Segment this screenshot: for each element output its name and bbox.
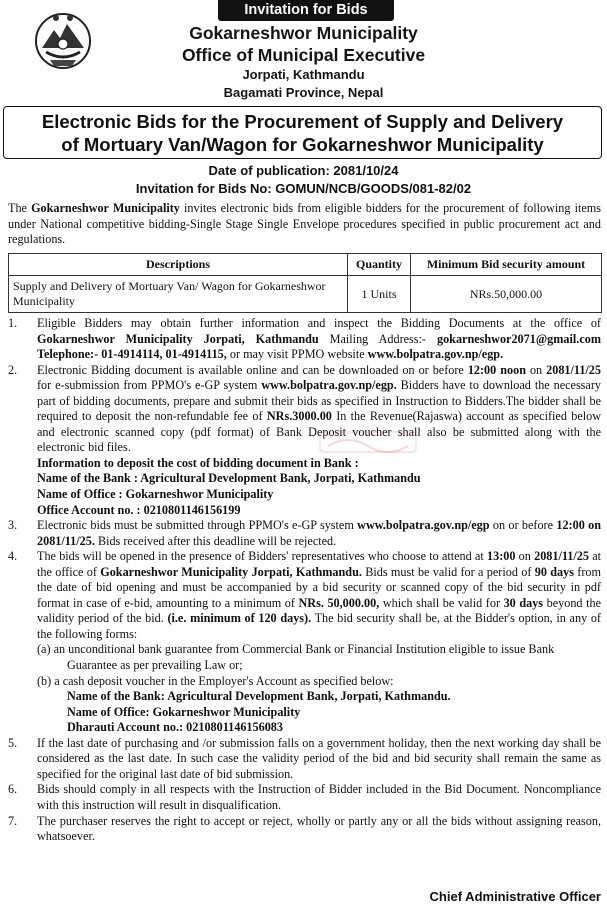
bid-items-table [8, 253, 602, 313]
bid-number: Invitation for Bids No: GOMUN/NCB/GOODS/081-82/02 [135, 181, 472, 196]
item-text: on [515, 549, 535, 564]
egp-website-link: www.bolpatra.gov.np/egp [357, 518, 490, 533]
item-text: or may visit PPMO website [226, 347, 368, 362]
item-text: on [525, 362, 547, 377]
list-item [0, 316, 607, 363]
col-descriptions: Descriptions [9, 254, 348, 276]
item-text: Electronic Bidding document is available online and can be downloaded on or before [37, 362, 468, 377]
item-text: on or before [489, 518, 557, 533]
item-text: The bids will be opened in the presence of Bidders' representatives who choose to attend at [37, 549, 487, 564]
cell-bid-security: NRs.50,000.00 [411, 276, 602, 313]
notice-header [0, 0, 607, 105]
org-name: Gokarneshwor Municipality [189, 23, 418, 43]
option-a-text-2: Guarantee as per prevailing Law or; [67, 658, 243, 673]
item-text: Bids should comply in all respects with the Instruction of Bidder included in the Bid Document. Noncompliance with this instruction will result in disqualification. [37, 782, 601, 812]
security-account-number: Dharauti Account no.: 0210801146156083 [67, 720, 283, 735]
invitation-tag: Invitation for Bids [218, 0, 394, 21]
item-text: which shall be valid for [379, 595, 504, 610]
intro-text: The [8, 201, 32, 215]
item-text: The purchaser reserves the right to accept or reject, wholly or partly any or all the bids without assigning reason, whatsoever. [37, 813, 601, 844]
bid-security-amount: NRs. 50,000.00, [298, 595, 380, 610]
list-item [0, 814, 607, 845]
opening-venue: Gokarneshwor Municipality Jorpati, Kathmandu. [100, 564, 362, 579]
security-office-name: Name of Office: Gokarneshwor Municipality [67, 704, 301, 719]
deadline-date: 2081/11/25 [546, 362, 601, 377]
intro-paragraph [8, 201, 601, 248]
item-number: 4. [8, 549, 18, 564]
option-a [37, 642, 601, 673]
item-text: Bids received after this deadline will be rejected. [94, 533, 337, 548]
ppmo-website-link: www.bolpatra.gov.np/egp. [367, 347, 504, 362]
item-text: The bid security shall be, at the Bidder's option, in any of the following forms: [37, 611, 601, 641]
item-number: 2. [8, 362, 18, 377]
office-province: Bagamati Province, Nepal [223, 85, 384, 100]
opening-date: 2081/11/25 [534, 549, 589, 564]
office-location: Jorpati, Kathmandu [242, 67, 365, 82]
notice-title-banner [3, 106, 602, 159]
deposit-account-number: Office Account no. : 0210801146156199 [37, 502, 241, 517]
item-text: Bidders have to download the necessary part of bidding documents, prepare and submit their bids as specified in Instruction to Bidders.The bidder shall be required to deposit the non-refundable fee of [37, 378, 601, 424]
item-number: 1. [8, 316, 18, 330]
office-name: Office of Municipal Executive [181, 45, 426, 65]
item-text: Bids must be valid for a period of [361, 564, 535, 579]
item-number: 6. [8, 782, 18, 797]
list-item [0, 782, 607, 813]
intro-text-2: invites electronic bids from eligible bidders for the procurement of following items under National competitive bidding-Single Stage Single Envelope procedures specified in public procurement act and regulations. [8, 201, 601, 247]
item-number: 5. [8, 735, 18, 750]
watermark-logo [318, 428, 418, 456]
publication-date: Date of publication: 2081/10/24 [208, 163, 399, 178]
document-fee: NRs.3000.00 [266, 409, 332, 424]
list-item [0, 736, 607, 783]
cell-description: Supply and Delivery of Mortuary Van/ Wagon for Gokarneshwor Municipality [9, 276, 348, 313]
email-phone: gokarneshwor2071@gmail.com Telephone:- 01-4914114, 01-4914115, [37, 331, 601, 362]
deadline-time: 12:00 noon [467, 362, 526, 377]
option-b: (b) a cash deposit voucher in the Employer's Account as specified below: [37, 673, 394, 688]
deposit-info-title: Information to deposit the cost of bidding document in Bank : [37, 455, 359, 470]
item-text: beyond the validity period of the bid. [37, 595, 601, 626]
deposit-office-name: Name of Office : Gokarneshwor Municipality [37, 487, 274, 502]
item-text: Eligible Bidders may obtain further information and inspect the Bidding Documents at the office of [37, 316, 601, 330]
minimum-validity: (i.e. minimum of 120 days). [167, 611, 312, 626]
col-quantity: Quantity [348, 254, 411, 276]
item-text: for e-submission from PPMO's e-GP system [37, 378, 262, 393]
item-text: at the office of [37, 549, 602, 579]
option-a-text: (a) an unconditional bank guarantee from Commercial Bank or Financial Institution eligible to issue Bank [37, 642, 555, 657]
item-text: Mailing Address:- [318, 331, 437, 346]
validity-period: 90 days [534, 564, 574, 579]
item-number: 3. [8, 518, 18, 533]
col-bid-security: Minimum Bid security amount [411, 254, 602, 276]
signatory: Chief Administrative Officer [429, 889, 601, 904]
intro-org: Gokarneshwor Municipality [31, 201, 180, 215]
title-line-1: Electronic Bids for the Procurement of Supply and Delivery [41, 111, 564, 132]
list-item [0, 549, 607, 736]
item-text: If the last date of purchasing and /or submission falls on a government holiday, then the next working day shall be considered as the last date. In such case the validity period of the bid and bid security shall remain the same as specified for the original last date of bid submission. [37, 735, 601, 781]
conditions-list [0, 316, 607, 845]
item-text: In the Revenue(Rajaswa) account as specified below and electronic scanned copy (pdf format) of Bank Deposit voucher shall also be submitted along with the electronic bid files. [37, 409, 602, 455]
table-row [9, 276, 602, 313]
table-header-row [9, 254, 602, 276]
extra-validity: 30 days [503, 595, 544, 610]
item-text: Electronic bids must be submitted through PPMO's e-GP system [37, 518, 358, 533]
office-address: Gokarneshwor Municipality Jorpati, Kathmandu [37, 331, 319, 346]
list-item [0, 363, 607, 518]
cell-quantity: 1 Units [348, 276, 411, 313]
security-bank-name: Name of the Bank: Agricultural Development Bank, Jorpati, Kathmandu. [67, 689, 451, 704]
item-number: 7. [8, 813, 18, 828]
list-item [0, 518, 607, 549]
item-text: from the date of bid opening and must be accompanied by a bid security or scanned copy of the bid security in pdf format in case of e-bid, amounting to a minimum of [37, 564, 601, 610]
opening-time: 13:00 [487, 549, 516, 564]
title-line-2: of Mortuary Van/Wagon for Gokarneshwor Municipality [61, 134, 544, 155]
submission-deadline: 12:00 on 2081/11/25. [37, 518, 601, 548]
egp-website-link: www.bolpatra.gov.np/egp. [261, 378, 397, 393]
deposit-bank-name: Name of the Bank : Agricultural Development Bank, Jorpati, Kathmandu [37, 471, 421, 486]
